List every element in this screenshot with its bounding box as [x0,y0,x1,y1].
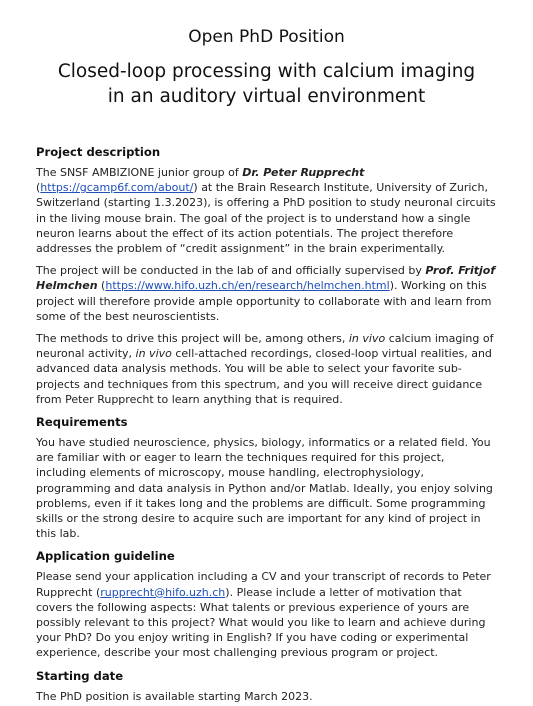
text-run: ( [97,279,106,293]
starting-date-heading: Starting date [36,668,124,683]
text-run: ( [36,181,41,195]
email-link[interactable]: rupprecht@hifo.uzh.ch [100,585,226,599]
starting-date-paragraph: The PhD position is available starting March 2023. [36,689,313,703]
text-run: The methods to drive this project will be, among others, [36,332,349,346]
title-line-2: in an auditory virtual environment [107,86,426,107]
text-run: calcium imaging of neuronal activity, [36,332,494,361]
title-line-1: Closed-loop processing with calcium imaging [57,61,476,82]
page-title [36,59,497,109]
project-paragraph-2 [36,263,497,324]
project-paragraph-3 [36,331,497,407]
application-heading: Application guideline [36,549,175,564]
text-run: Please send your application including a CV and your transcript of records to Peter Rupprecht ( [36,570,491,599]
text-run: ) at the Brain Research Institute, University of Zurich, Switzerland (starting 1.3.2023), is offering a PhD position to study neuronal circuits in the living mouse brain. The goal of the project is to understand how a single neuron learns about the effect of its action potentials. The project therefore addresses the problem of “credit assignment” in the brain experimentally. [36,181,496,256]
requirements-paragraph: You have studied neuroscience, physics, biology, informatics or a related field. You are familiar with or eager to learn the techniques required for this project, including elements of microscopy, mouse handling, electrophysiology, programming and data analysis in Python and/or Matlab. Ideally, you enjoy solving problems, even if it takes long and the problems are difficult. Some programming skills or the strong desire to acquire such are important for any kind of project in this lab. [36,436,493,541]
requirements-heading: Requirements [36,415,128,430]
text-run: ). Working on this project will therefore provide ample opportunity to collaborate with and learn from some of the best neuroscientists. [36,279,492,323]
gcamp-link[interactable]: https://gcamp6f.com/about/ [40,181,194,195]
professor-name: Prof. Fritjof Helmchen [36,264,496,293]
in-vivo-emphasis: in vivo [348,332,386,346]
position-kicker: Open PhD Position [188,27,345,47]
application-section [36,548,497,660]
text-run: The SNSF AMBIZIONE junior group of [36,166,243,179]
document-page [0,26,533,706]
text-run: The project will be conducted in the lab of and officially supervised by [36,264,426,278]
application-paragraph [36,569,497,660]
text-run: cell-attached recordings, closed-loop virtual realities, and advanced data analysis methods. You will be able to select your favorite sub-projects and techniques from this spectrum, and you will receive direct guidance from Peter Rupprecht to learn anything that is required. [36,347,492,406]
starting-date-section [36,668,497,704]
project-paragraph-1 [36,165,497,256]
helmchen-link[interactable]: https://www.hifo.uzh.ch/en/research/helmchen.html [105,279,390,293]
in-vivo-emphasis: in vivo [135,347,172,361]
supervisor-name: Dr. Peter Rupprecht [242,166,365,179]
text-run: ). Please include a letter of motivation that covers the following aspects: What talents or previous experience of yours are possibly relevant to this project? What would you like to learn and achieve during your PhD? Do you enjoy writing in English? If you have coding or experimental experience, describe your most challenging previous program or project. [36,585,486,660]
requirements-section [36,414,497,541]
project-heading: Project description [36,145,161,159]
project-section [36,144,497,407]
